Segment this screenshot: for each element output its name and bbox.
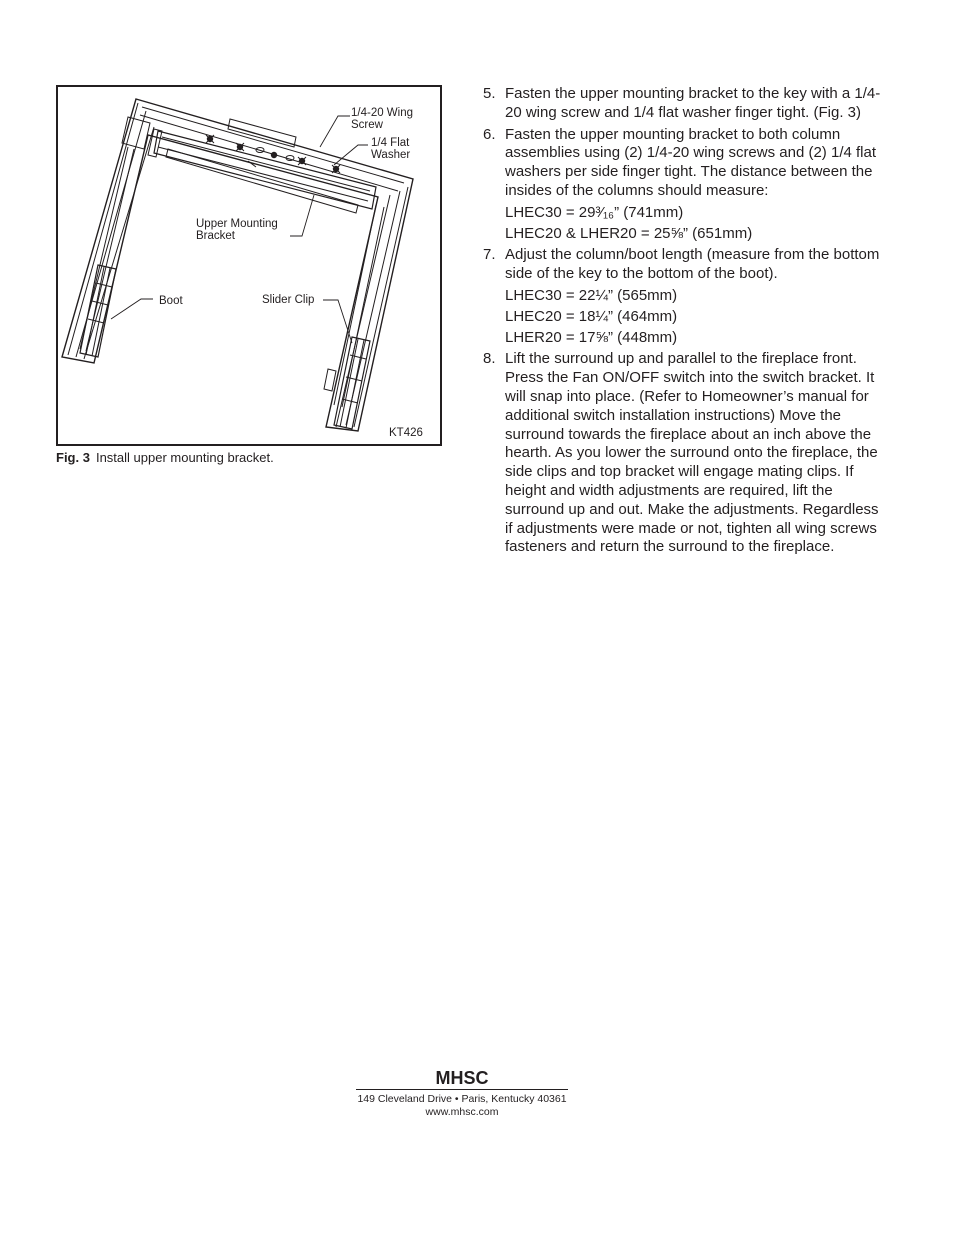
footer-divider (356, 1089, 568, 1090)
company-website: www.mhsc.com (425, 1106, 499, 1118)
instruction-steps (483, 85, 883, 560)
measurement: LHEC20 & LHER20 = 25⅝” (651mm) (505, 224, 753, 242)
figure-caption-label: Fig. 3 (56, 450, 90, 465)
measurement: LHEC30 = 29³⁄₁₆” (741mm) (505, 203, 684, 221)
step-number: 6. (483, 125, 496, 143)
step-8 (483, 350, 883, 557)
figure-caption-text: Install upper mounting bracket. (95, 450, 274, 465)
callout-boot: Boot (159, 295, 183, 307)
step-7 (483, 246, 883, 347)
step-5 (483, 85, 883, 123)
figure-3 (56, 85, 442, 446)
measurement-list (505, 287, 883, 347)
callout-upper-mounting-bracket: Upper Mounting Bracket (196, 218, 278, 242)
measurement: LHEC20 = 18¼” (464mm) (505, 307, 678, 325)
callout-wing-screw: 1/4-20 Wing Screw (351, 107, 414, 131)
step-number: 8. (483, 350, 496, 368)
measurement: LHEC30 = 22¼” (565mm) (505, 286, 678, 304)
step-number: 5. (483, 85, 496, 102)
figure-code: KT426 (389, 427, 423, 439)
step-6 (483, 126, 883, 244)
step-text: Fasten the upper mounting bracket to the key with a 1/4-20 wing screw and 1/4 flat washer finger tight. (Fig. 3) (505, 85, 881, 121)
step-text: Lift the surround up and parallel to the fireplace front. Press the Fan ON/OFF switch into the switch bracket. It will snap into place. (Refer to Homeowner’s manual for additional switch installation instructions) Move the surround towards the fireplace about an inch above the hearth. As you lower the surround onto the fireplace, the side clips and top bracket will engage mating clips. If height and width adjustments are required, lift the surround up and out. Make the adjustments. Regardless if adjustments were made or not, tighten all wing screws fasteners and return the surround to the fireplace. (505, 350, 879, 556)
footer (352, 1068, 572, 1119)
callout-flat-washer: 1/4 Flat Washer (371, 137, 411, 161)
brand-name: MHSC (435, 1068, 489, 1088)
company-address: 149 Cleveland Drive • Paris, Kentucky 40361 (357, 1093, 567, 1105)
measurement: LHER20 = 17⅝” (448mm) (505, 328, 678, 346)
figure-caption (56, 450, 274, 465)
step-number: 7. (483, 246, 496, 264)
step-text: Adjust the column/boot length (measure from the bottom side of the key to the bottom of the boot). (505, 246, 880, 283)
callout-slider-clip: Slider Clip (262, 294, 315, 306)
step-text: Fasten the upper mounting bracket to both column assemblies using (2) 1/4-20 wing screws and (2) 1/4 flat washers per side finger tight. The distance between the insides of the columns should measure: (505, 125, 877, 199)
measurement-list (505, 204, 883, 244)
